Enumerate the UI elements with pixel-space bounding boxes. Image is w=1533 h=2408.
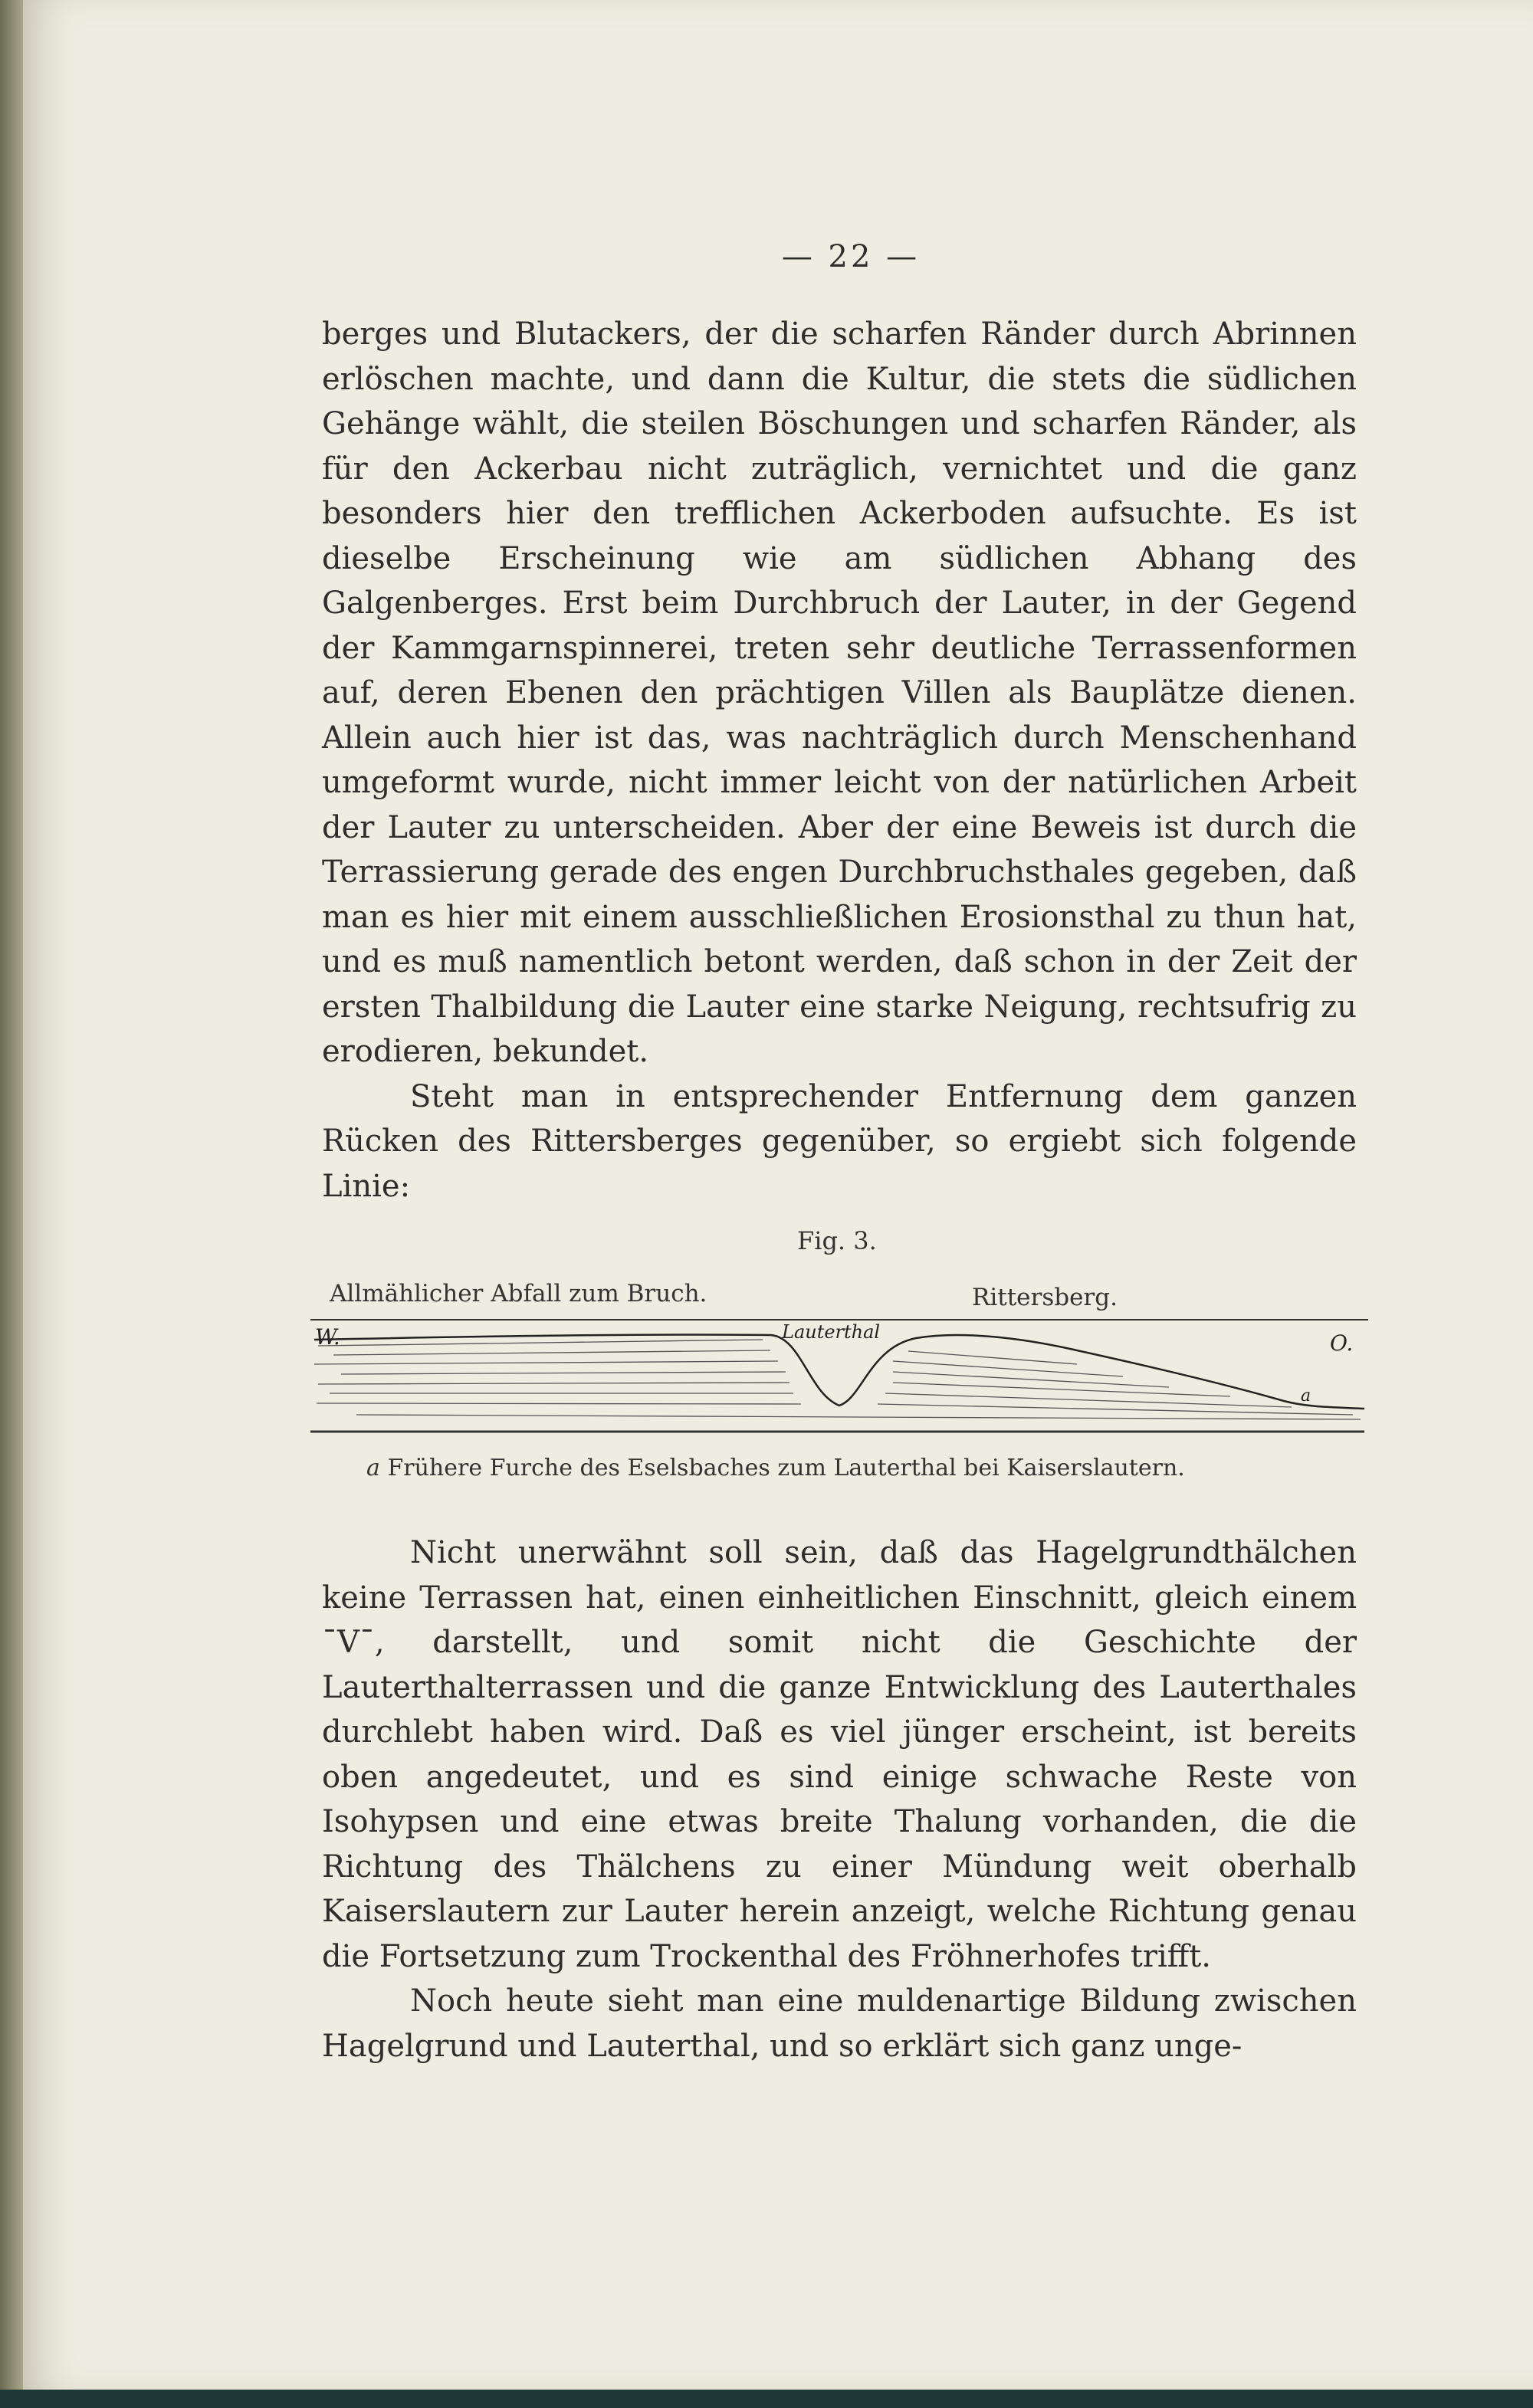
text-block-top	[322, 312, 1357, 1209]
book-spine	[0, 0, 23, 2408]
paragraph: berges und Blutackers, der die scharfen Ränder durch Abrinnen erlöschen machte, und dann die Kultur, die stets die südlichen Gehänge wählt, die steilen Böschungen und scharfen Ränder, als für den Ackerbau nicht zuträglich, vernichtet und die ganz besonders hier den trefflichen Ackerboden aufsuchte. Es ist dieselbe Erscheinung wie am südlichen Abhang des Galgenberges. Erst beim Durchbruch der Lauter, in der Gegend der Kammgarnspinnerei, treten sehr deutliche Terrassenformen auf, deren Ebenen den prächtigen Villen als Bauplätze dienen. Allein auch hier ist das, was nachträglich durch Menschenhand umgeformt wurde, nicht immer leicht von der natürlichen Arbeit der Lauter zu unterscheiden. Aber der eine Beweis ist durch die Terrassierung gerade des engen Durchbruchsthales gegeben, daß man es hier mit einem ausschließlichen Erosionsthal zu thun hat, und es muß namentlich betont werden, daß schon in der Zeit der ersten Thalbildung die Lauter eine starke Neigung, rechtsufrig zu erodieren, bekundet.	[322, 317, 1357, 1069]
figure-caption	[366, 1455, 1185, 1481]
caption-lead: a	[366, 1455, 380, 1481]
west-label: W.	[315, 1324, 340, 1350]
paragraph: Noch heute sieht man eine muldenartige Bildung zwischen Hagelgrund und Lauterthal, und so erklärt sich ganz unge-	[322, 1983, 1357, 2064]
figure-annotation-right: Rittersberg.	[972, 1284, 1118, 1311]
caption-text: Frühere Furche des Eselsbaches zum Lauterthal bei Kaiserslautern.	[387, 1455, 1185, 1481]
valley-label: Lauterthal	[782, 1321, 881, 1343]
figure-label: Fig. 3.	[797, 1226, 877, 1255]
paragraph: Nicht unerwähnt soll sein, daß das Hagelgrundthälchen keine Terrassen hat, einen einheitlichen Einschnitt, gleich einem ¯V¯, darstellt, und somit nicht die Geschichte der Lauterthalterrassen und die ganze Entwicklung des Lauterthales durchlebt haben wird. Daß es viel jünger erscheint, ist bereits oben angedeutet, und es sind einige schwache Reste von Isohypsen und eine etwas breite Thalung vorhanden, die die Richtung des Thälchens zu einer Mündung weit oberhalb Kaiserslautern zur Lauter herein anzeigt, welche Richtung genau die Fortsetzung zum Trockenthal des Fröhnerhofes trifft.	[322, 1535, 1357, 1974]
terrain-profile-figure	[310, 1317, 1368, 1439]
east-label: O.	[1330, 1330, 1354, 1356]
page-number: — 22 —	[781, 239, 921, 274]
paragraph: Steht man in entsprechender Entfernung dem ganzen Rücken des Rittersberges gegenüber, so ergiebt sich folgende Linie:	[322, 1078, 1357, 1204]
surface-profile-line	[314, 1334, 1364, 1409]
figure-annotation-left: Allmählicher Abfall zum Bruch.	[330, 1280, 707, 1307]
text-block-bottom	[322, 1530, 1357, 2068]
marker-a: a	[1301, 1386, 1311, 1406]
bottom-edge	[0, 2390, 1533, 2408]
